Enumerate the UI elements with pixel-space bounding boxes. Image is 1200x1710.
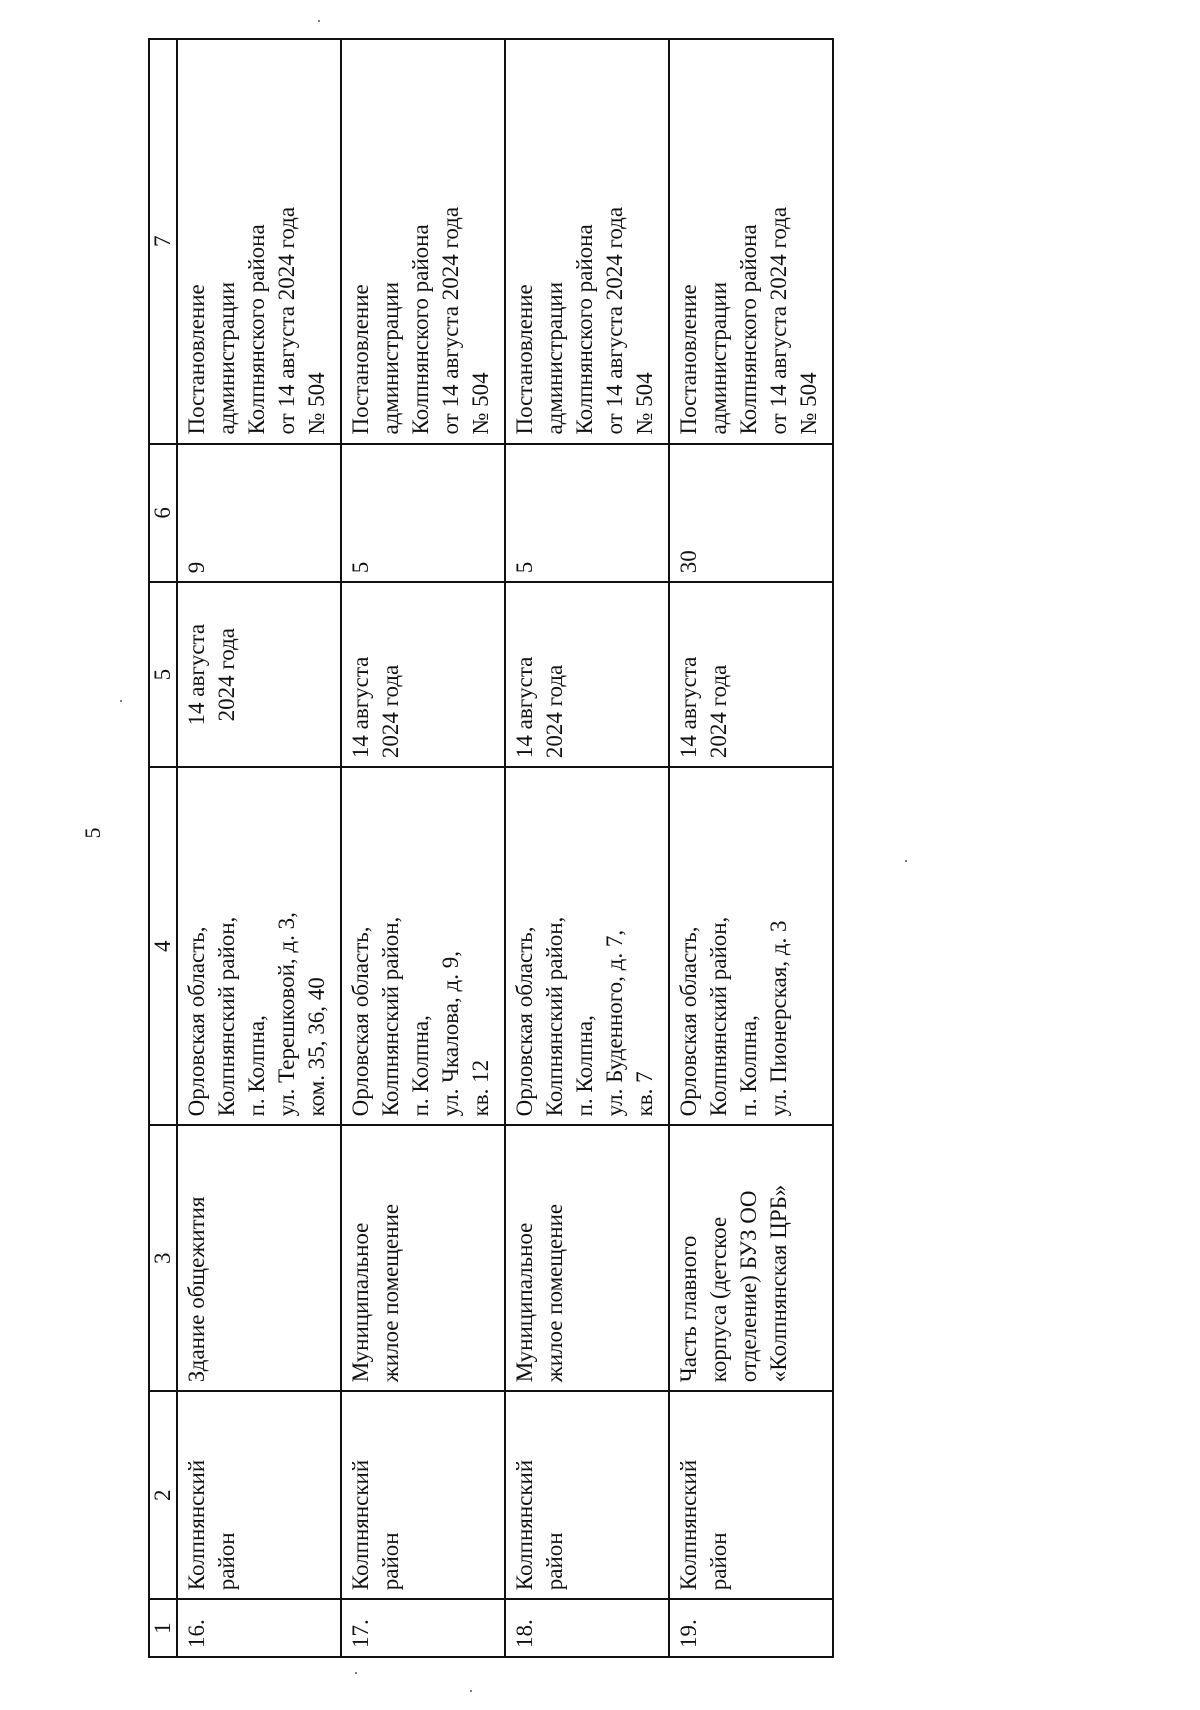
object-line: Муниципальное [512,1222,537,1383]
document-line: № 504 [304,372,329,435]
date-cell [505,582,669,767]
object-cell [341,1125,505,1391]
row-number: 17. [341,1599,505,1657]
address-cell [341,767,505,1125]
address-line: Колпнянский район, [706,916,731,1117]
date-line: 2024 года [706,664,731,759]
objects-table [148,38,834,1658]
document-line: Колпнянского района [736,224,761,435]
address-line: п. Колпна, [736,1015,761,1117]
object-line: Муниципальное [348,1222,373,1383]
object-cell [177,1125,341,1391]
address-line: кв. 7 [632,1071,657,1117]
document-line: Колпнянского района [572,224,597,435]
document-line: Постановление [676,284,701,435]
document-line: администрации [542,281,567,435]
object-cell [669,1125,833,1391]
table-row [341,39,505,1657]
object-line: жилое помещение [542,1203,567,1383]
table-row [177,39,341,1657]
document-line: от 14 августа 2024 года [766,206,791,435]
document-line: Постановление [512,284,537,435]
address-line: п. Колпна, [408,1015,433,1117]
date-line: 2024 года [378,664,403,759]
document-cell [669,39,833,444]
scan-speck [120,700,122,702]
date-line: 14 августа [676,656,701,759]
document-line: администрации [378,281,403,435]
object-line: отделение) БУЗ ОО [736,1190,761,1383]
object-cell [505,1125,669,1391]
address-line: ул. Чкалова, д. 9, [438,951,463,1117]
table-header-row [149,39,177,1657]
object-line: жилое помещение [378,1203,403,1383]
date-cell [669,582,833,767]
document-line: Колпнянского района [408,224,433,435]
document-line: № 504 [632,372,657,435]
header-cell-1: 1 [149,1599,177,1657]
count-cell: 5 [341,444,505,583]
date-line: 2024 года [542,664,567,759]
page-number: 5 [80,827,105,839]
address-line: Колпнянский район, [542,916,567,1117]
address-line: ком. 35, 36, 40 [304,977,329,1117]
district-cell: Колпнянский район [669,1391,833,1599]
district-cell: Колпнянский район [341,1391,505,1599]
address-line: Колпнянский район, [214,916,239,1117]
scan-speck [318,20,320,22]
document-line: № 504 [796,372,821,435]
address-line: ул. Буденного, д. 7, [602,929,627,1117]
address-line: Орловская область, [348,926,373,1117]
document-line: от 14 августа 2024 года [438,206,463,435]
document-line: от 14 августа 2024 года [602,206,627,435]
scan-speck [470,1690,472,1692]
address-line: Орловская область, [184,926,209,1117]
address-cell [669,767,833,1125]
document-line: Колпнянского района [244,224,269,435]
date-line: 2024 года [214,628,239,722]
header-cell-7: 7 [149,39,177,444]
date-cell [177,582,341,767]
date-line: 14 августа [348,656,373,759]
object-line: Часть главного [676,1235,701,1383]
address-cell [505,767,669,1125]
row-number: 16. [177,1599,341,1657]
date-line: 14 августа [184,623,209,726]
document-line: № 504 [468,372,493,435]
address-line: ул. Терешковой, д. 3, [274,912,299,1117]
scan-speck [355,1672,357,1674]
table-wrapper [148,38,828,1658]
address-cell [177,767,341,1125]
address-line: кв. 12 [468,1059,493,1117]
address-line: п. Колпна, [572,1015,597,1117]
document-line: администрации [706,281,731,435]
count-cell: 5 [505,444,669,583]
header-cell-6: 6 [149,444,177,583]
count-cell: 30 [669,444,833,583]
district-cell: Колпнянский район [505,1391,669,1599]
document-line: администрации [214,281,239,435]
header-cell-5: 5 [149,582,177,767]
document-line: Постановление [348,284,373,435]
object-line: корпуса (детское [706,1216,731,1383]
table-row [505,39,669,1657]
scan-speck [905,860,907,862]
row-number: 18. [505,1599,669,1657]
district-cell: Колпнянский район [177,1391,341,1599]
header-cell-3: 3 [149,1125,177,1391]
document-line: Постановление [184,284,209,435]
header-cell-2: 2 [149,1391,177,1599]
document-cell [177,39,341,444]
document-cell [505,39,669,444]
address-line: п. Колпна, [244,1015,269,1117]
object-line: Здание общежития [184,1196,209,1383]
document-line: от 14 августа 2024 года [274,206,299,435]
address-line: Орловская область, [676,926,701,1117]
table-row [669,39,833,1657]
date-line: 14 августа [512,656,537,759]
address-line: ул. Пионерская, д. 3 [766,920,791,1117]
address-line: Орловская область, [512,926,537,1117]
count-cell: 9 [177,444,341,583]
date-cell [341,582,505,767]
row-number: 19. [669,1599,833,1657]
document-cell [341,39,505,444]
header-cell-4: 4 [149,767,177,1125]
object-line: «Колпнянская ЦРБ» [766,1184,791,1383]
address-line: Колпнянский район, [378,916,403,1117]
